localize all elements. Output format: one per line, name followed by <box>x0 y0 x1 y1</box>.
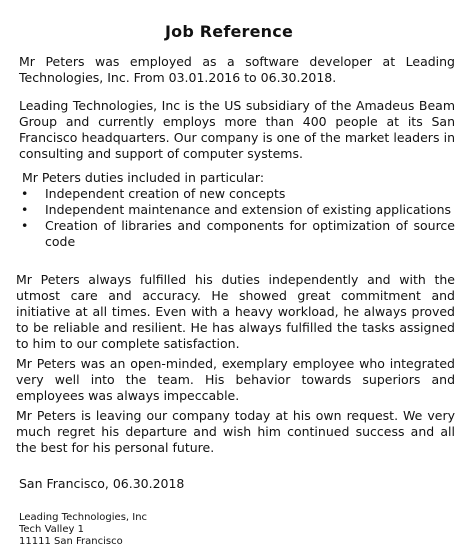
address-company: Leading Technologies, Inc <box>19 512 148 523</box>
bullet-icon: • <box>21 202 29 217</box>
document-title: Job Reference <box>164 22 294 41</box>
duties-intro: Mr Peters duties included in particular: <box>22 170 265 185</box>
list-item <box>19 202 455 218</box>
bullet-icon: • <box>21 218 29 233</box>
departure-paragraph: Mr Peters is leaving our company today at his own request. We very much regret his departure and wish him continued success and all the best for his personal future. <box>16 408 455 455</box>
conduct-paragraph: Mr Peters was an open-minded, exemplary employee who integrated very well into the team. His behavior towards superiors and employees was always impeccable. <box>16 356 455 403</box>
bullet-icon: • <box>21 186 29 201</box>
list-item <box>19 218 455 250</box>
employment-paragraph: Mr Peters was employed as a software developer at Leading Technologies, Inc. From 03.01.2016 to 06.30.2018. <box>19 54 455 85</box>
performance-paragraph: Mr Peters always fulfilled his duties independently and with the utmost care and accuracy. He showed great commitment and initiative at all times. Even with a heavy workload, he always proved to be reliable and resilient. He has always fulfilled the tasks assigned to him to our complete satisfaction. <box>16 272 455 351</box>
list-item <box>19 186 455 202</box>
company-address <box>19 512 147 548</box>
company-paragraph: Leading Technologies, Inc is the US subsidiary of the Amadeus Beam Group and currently employs more than 400 people at its San Francisco headquarters. Our company is one of the market leaders in consulting and support of computer systems. <box>19 98 455 161</box>
duty-text: Creation of libraries and components for optimization of source code <box>45 218 455 249</box>
address-street: Tech Valley 1 <box>19 524 84 535</box>
address-city: 11111 San Francisco <box>19 536 123 547</box>
duties-list <box>19 186 455 250</box>
duty-text: Independent creation of new concepts <box>45 186 286 201</box>
place-date: San Francisco, 06.30.2018 <box>19 476 185 491</box>
duty-text: Independent maintenance and extension of existing applications <box>45 202 452 217</box>
